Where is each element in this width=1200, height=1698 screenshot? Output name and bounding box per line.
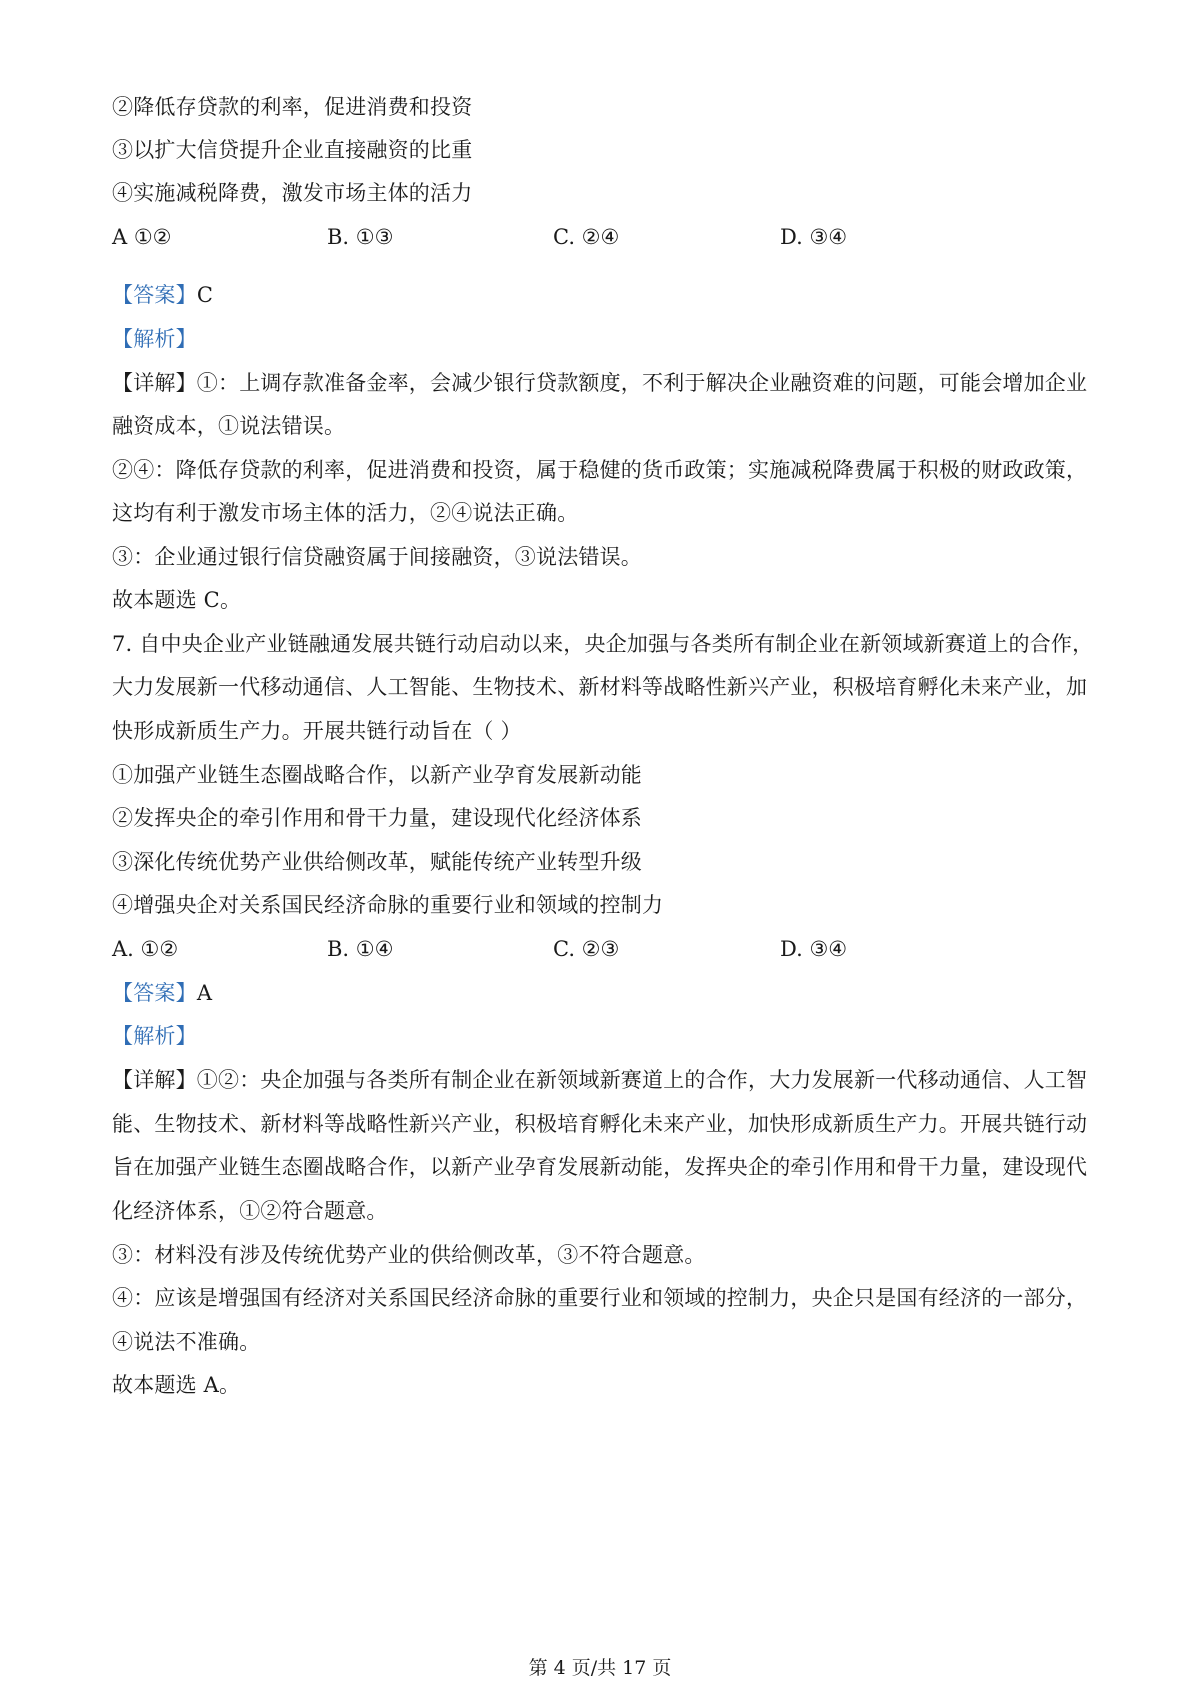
q6-detail-line-4: 这均有利于激发市场主体的活力，②④说法正确。 bbox=[112, 501, 579, 525]
q7-detail-line-6: ④：应该是增强国有经济对关系国民经济命脉的重要行业和领域的控制力，央企只是国有经济的一部分， bbox=[112, 1286, 1088, 1310]
q7-option-a: A. ①② bbox=[112, 937, 179, 961]
answer-tag: 【答案】 bbox=[112, 283, 197, 307]
answer-value: C bbox=[196, 283, 214, 307]
q7-answer bbox=[112, 978, 212, 1008]
q6-detail-line-5: ③：企业通过银行信贷融资属于间接融资，③说法错误。 bbox=[112, 545, 642, 569]
page-footer: 第 4 页/共 17 页 bbox=[528, 1657, 672, 1679]
q7-stem-line-1: 7. 自中央企业产业链融通发展共链行动启动以来，央企加强与各类所有制企业在新领域新赛道上的合作， bbox=[112, 632, 1094, 656]
answer-value: A bbox=[196, 981, 213, 1005]
q7-analysis-tag: 【解析】 bbox=[112, 1024, 197, 1048]
q7-stem-line-2: 大力发展新一代移动通信、人工智能、生物技术、新材料等战略性新兴产业，积极培育孵化未来产业，加 bbox=[112, 675, 1088, 699]
q7-statement-3: ③深化传统优势产业供给侧改革，赋能传统产业转型升级 bbox=[112, 850, 642, 874]
q7-option-d: D. ③④ bbox=[780, 937, 848, 961]
q6-option-c: C. ②④ bbox=[553, 225, 620, 249]
q7-detail-line-3: 旨在加强产业链生态圈战略合作，以新产业孕育发展新动能，发挥央企的牵引作用和骨干力量，建设现代 bbox=[112, 1155, 1088, 1179]
q6-statement-3: ③以扩大信贷提升企业直接融资的比重 bbox=[112, 138, 473, 162]
q6-options bbox=[112, 222, 1112, 252]
q6-detail-line-3: ②④：降低存贷款的利率，促进消费和投资，属于稳健的货币政策；实施减税降费属于积极的财政政策， bbox=[112, 458, 1088, 482]
q6-option-a: A ①② bbox=[112, 225, 172, 249]
q7-detail-line-5: ③：材料没有涉及传统优势产业的供给侧改革，③不符合题意。 bbox=[112, 1243, 706, 1267]
q6-statement-2: ②降低存贷款的利率，促进消费和投资 bbox=[112, 95, 473, 119]
q7-options bbox=[112, 934, 1112, 964]
q6-conclusion: 故本题选 C。 bbox=[112, 588, 242, 612]
q7-statement-4: ④增强央企对关系国民经济命脉的重要行业和领域的控制力 bbox=[112, 893, 664, 917]
q6-detail-line-2: 融资成本，①说法错误。 bbox=[112, 414, 346, 438]
q6-option-b: B. ①③ bbox=[327, 225, 394, 249]
q6-option-d: D. ③④ bbox=[780, 225, 848, 249]
q7-detail-line-7: ④说法不准确。 bbox=[112, 1330, 261, 1354]
q7-detail-line-1: 【详解】①②：央企加强与各类所有制企业在新领域新赛道上的合作，大力发展新一代移动通信、人工智 bbox=[112, 1068, 1088, 1092]
q7-option-b: B. ①④ bbox=[327, 937, 394, 961]
q6-statement-4: ④实施减税降费，激发市场主体的活力 bbox=[112, 181, 473, 205]
q6-answer bbox=[112, 280, 213, 310]
q7-detail-line-2: 能、生物技术、新材料等战略性新兴产业，积极培育孵化未来产业，加快形成新质生产力。开展共链行动 bbox=[112, 1112, 1088, 1136]
q7-option-c: C. ②③ bbox=[553, 937, 620, 961]
q7-statement-2: ②发挥央企的牵引作用和骨干力量，建设现代化经济体系 bbox=[112, 806, 642, 830]
q7-stem-line-3: 快形成新质生产力。开展共链行动旨在（ ） bbox=[112, 719, 522, 743]
q7-statement-1: ①加强产业链生态圈战略合作，以新产业孕育发展新动能 bbox=[112, 763, 642, 787]
answer-tag: 【答案】 bbox=[112, 981, 197, 1005]
q7-detail-line-4: 化经济体系，①②符合题意。 bbox=[112, 1199, 388, 1223]
q6-detail-line-1: 【详解】①：上调存款准备金率，会减少银行贷款额度，不利于解决企业融资难的问题，可能会增加企业 bbox=[112, 371, 1088, 395]
q6-analysis-tag: 【解析】 bbox=[112, 327, 197, 351]
q7-conclusion: 故本题选 A。 bbox=[112, 1373, 241, 1397]
